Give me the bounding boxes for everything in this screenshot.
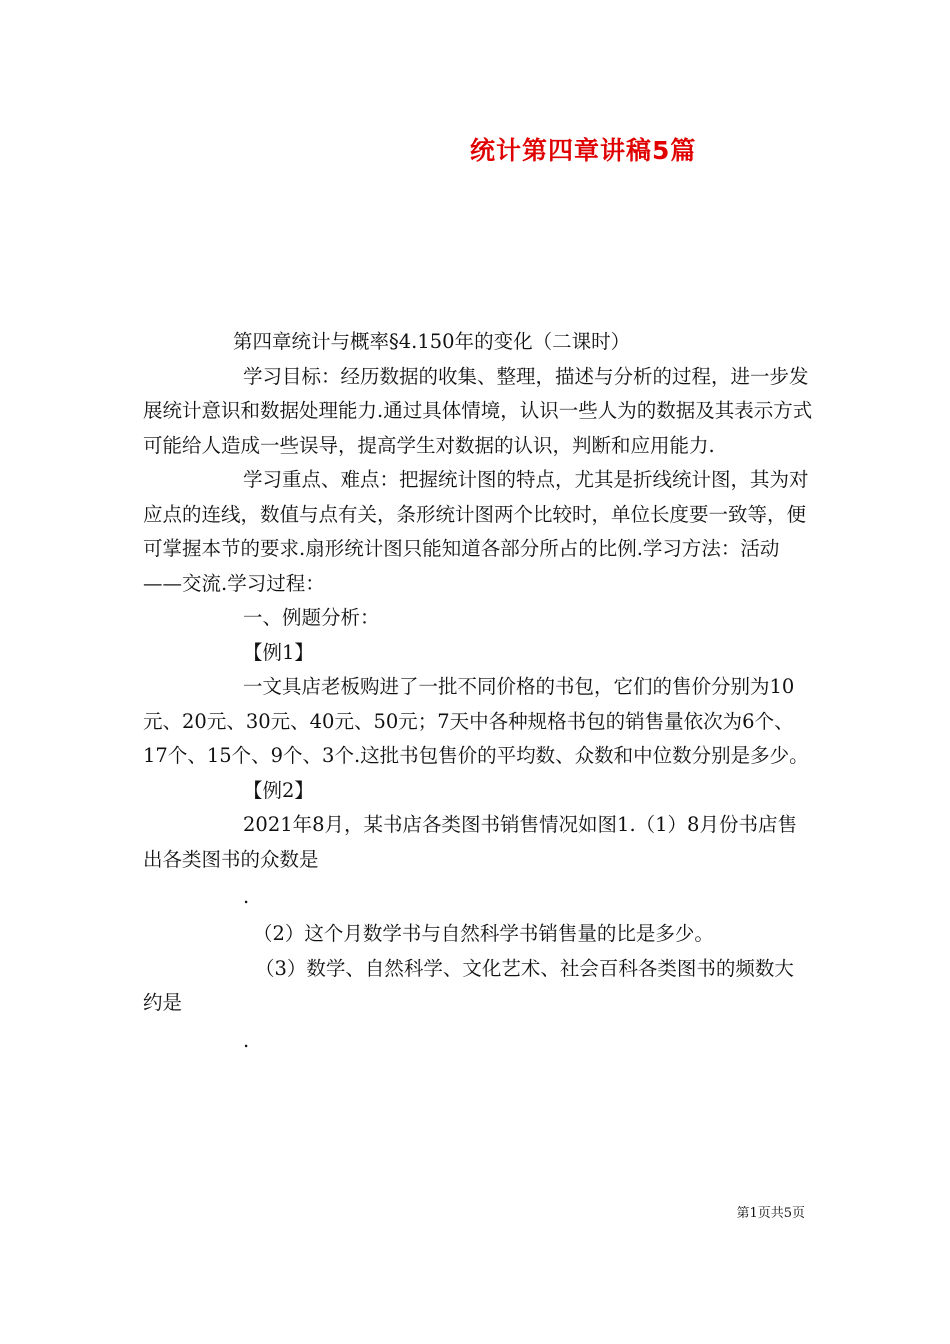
example2-paragraph: 2021年8月，某书店各类图书销售情况如图1.（1）8月份书店售出各类图书的众数是 [143, 813, 797, 871]
key-points-paragraph: 学习重点、难点：把握统计图的特点，尤其是折线统计图，其为对应点的连线，数值与点有关，条形统计图两个比较时，单位长度要一致等，便可掌握本节的要求.扇形统计图只能知道各部分所占的比例.学习方法：活动——交流.学习过程： [143, 468, 809, 595]
page-footer: 第1页共5页 [736, 1206, 805, 1221]
section-one-heading: 一、例题分析： [243, 606, 380, 629]
answer-blank: . [243, 885, 250, 908]
example2-label: 【例2】 [243, 778, 314, 802]
answer-blank: . [243, 1028, 250, 1052]
objectives-paragraph: 学习目标：经历数据的收集、整理，描述与分析的过程，进一步发展统计意识和数据处理能力.通过具体情境，认识一些人为的数据及其表示方式可能给人造成一些误导，提高学生对数据的认识，判断和应用能力. [143, 364, 813, 457]
chapter-heading: 第四章统计与概率§4.150年的变化（二课时） [233, 330, 631, 353]
question-2: （2）这个月数学书与自然科学书销售量的比是多少。 [253, 922, 714, 945]
example1-label: 【例1】 [243, 640, 314, 664]
question-3: （3）数学、自然科学、文化艺术、社会百科各类图书的频数大约是 [143, 956, 794, 1014]
document-title: 统计第四章讲稿5篇 [470, 136, 697, 165]
example1-paragraph: 一文具店老板购进了一批不同价格的书包，它们的售价分别为10元、20元、30元、40元、50元；7天中各种规格书包的销售量依次为6个、17个、15个、9个、3个.这批书包售价的平均数、众数和中位数分别是多少。 [143, 675, 809, 767]
document-body [143, 325, 813, 1061]
